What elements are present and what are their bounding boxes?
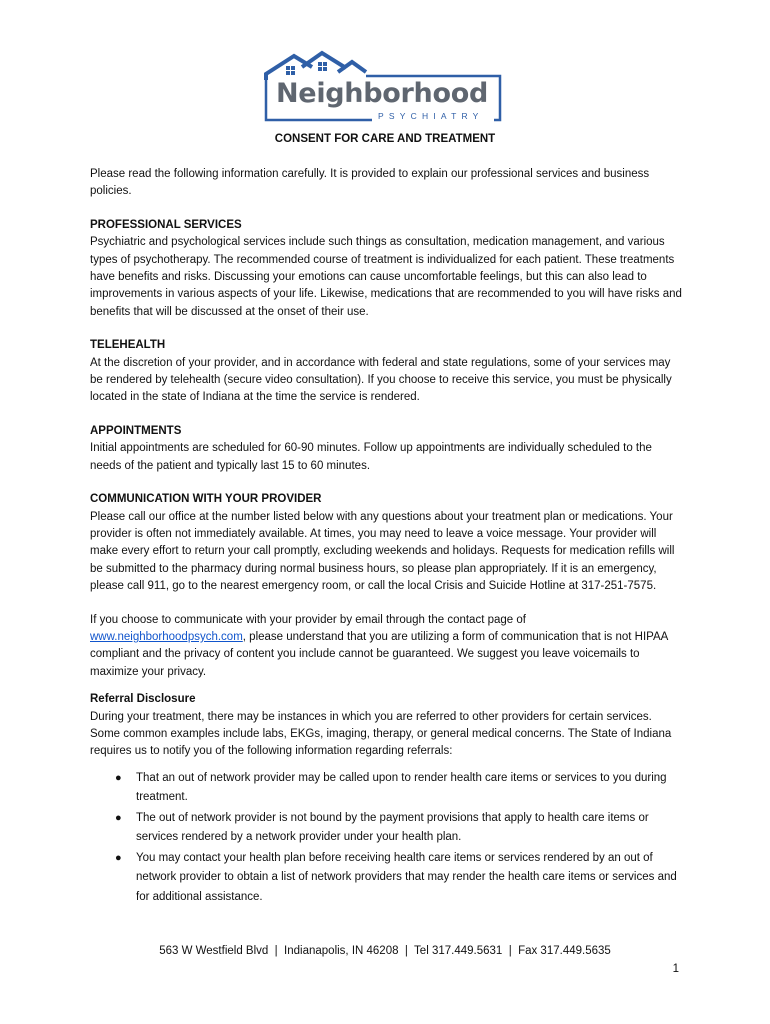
communication-text: Please call our office at the number listed below with any questions about your treatment plan or medications. Your provider is often not immediately available. At times, you may need to leave a voice message. Your provider will make every effort to return your call promptly, excluding weekends and holidays. Requests for medication refills will be submitted to the pharmacy during normal business hours, so please plan appropriately. If it is an emergency, please call 911, go to the nearest emergency room, or call the local Crisis and Suicide Hotline at 317-251-7575. <box>90 510 675 593</box>
section-heading-telehealth: TELEHEALTH <box>90 339 166 352</box>
list-item-text: The out of network provider is not bound by the payment provisions that apply to health care items or services rendered by a network provider under your health plan. <box>136 811 649 844</box>
list-item-text: You may contact your health plan before receiving health care items or services rendered by an out of network provider to obtain a list of network providers that may render the health care items or services and for additional assistance. <box>136 851 677 903</box>
telehealth-text: At the discretion of your provider, and in accordance with federal and state regulations, some of your services may be rendered by telehealth (secure video consultation). If you choose to receive this service, you must be physically located in the state of Indiana at the time the service is rendered. <box>90 356 672 404</box>
document-title: CONSENT FOR CARE AND TREATMENT <box>274 133 496 145</box>
section-heading-appointments: APPOINTMENTS <box>90 424 182 437</box>
email-paragraph <box>90 612 682 682</box>
bullet-icon: ● <box>115 811 122 824</box>
list-item <box>90 769 682 808</box>
footer-contact: 563 W Westfield Blvd | Indianapolis, IN 46208 | Tel 317.449.5631 | Fax 317.449.5635 <box>159 945 611 957</box>
list-item <box>90 809 682 848</box>
email-text-after: , please understand that you are utilizing a form of communication that is not HIPAA compliant and the privacy of content you include cannot be guaranteed. We suggest you leave voicemails to maximize your privacy. <box>90 630 668 678</box>
document-body <box>90 166 682 908</box>
website-link[interactable]: www.neighborhoodpsych.com <box>90 630 243 643</box>
company-logo <box>262 50 504 124</box>
section-heading-referral: Referral Disclosure <box>90 693 196 706</box>
bullet-icon: ● <box>115 851 122 864</box>
logo-wordmark: Neighborhood <box>276 78 488 109</box>
referral-text: During your treatment, there may be instances in which you are referred to other providers for certain services. Some common examples include labs, EKGs, imaging, therapy, or general medical concerns. The State of Indiana requires us to notify you of the following information regarding referrals: <box>90 710 672 758</box>
list-item <box>90 849 682 908</box>
section-heading-professional-services: PROFESSIONAL SERVICES <box>90 218 242 231</box>
intro-paragraph: Please read the following information carefully. It is provided to explain our professional services and business policies. <box>90 168 650 198</box>
bullet-icon: ● <box>115 771 122 784</box>
referral-bullet-list <box>90 769 682 908</box>
section-heading-communication: COMMUNICATION WITH YOUR PROVIDER <box>90 493 322 506</box>
professional-services-text: Psychiatric and psychological services include such things as consultation, medication management, and various types of psychotherapy. The recommended course of treatment is individualized for each patient. These treatments have benefits and risks. Discussing your emotions can cause uncomfortable feelings, but this can also lead to improvements in various aspects of your life. Likewise, medications that are recommended to you will have risks and benefits that will be discussed at the onset of their use. <box>90 236 682 318</box>
appointments-text: Initial appointments are scheduled for 60-90 minutes. Follow up appointments are individually scheduled to the needs of the patient and typically last 15 to 60 minutes. <box>90 442 652 472</box>
list-item-text: That an out of network provider may be called upon to render health care items or services to you during treatment. <box>136 771 667 804</box>
logo-tagline: PSYCHIATRY <box>378 111 484 121</box>
email-text-before: If you choose to communicate with your provider by email through the contact page of <box>90 613 526 626</box>
page-number: 1 <box>672 963 679 975</box>
